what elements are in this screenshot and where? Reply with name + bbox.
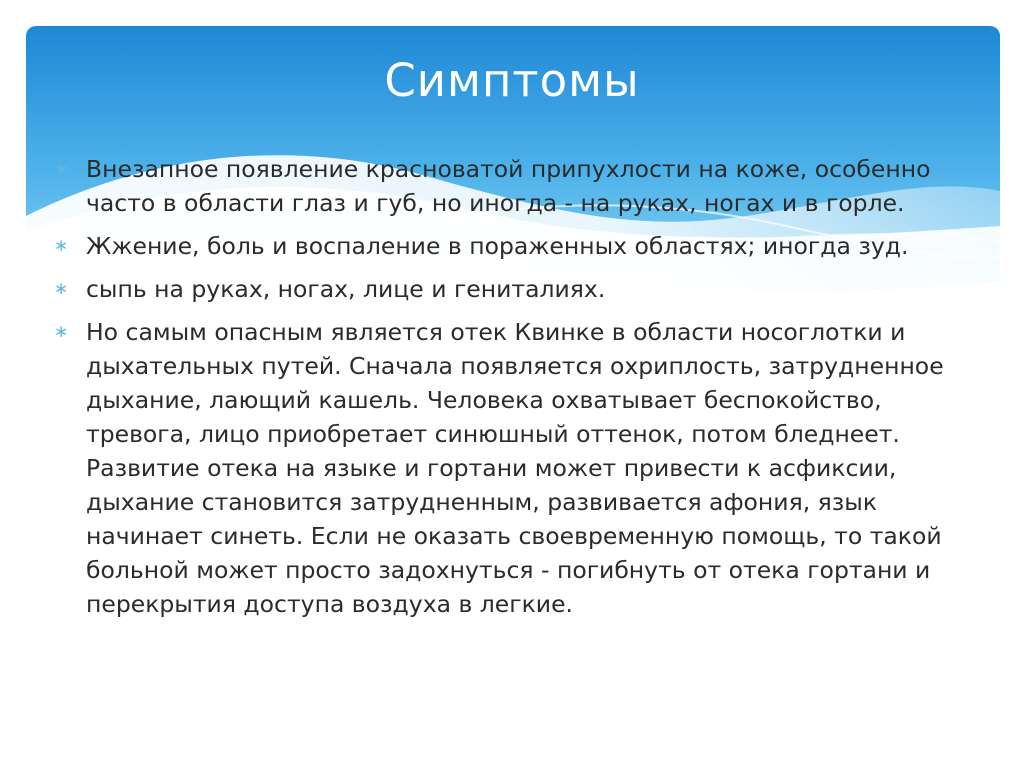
bullet-text: Жжение, боль и воспаление в пораженных областях; иногда зуд.: [86, 232, 909, 260]
bullet-item-4: [54, 315, 984, 621]
asterisk-bullet-icon: ∗: [54, 159, 69, 179]
slide-title: Симптомы: [384, 54, 640, 107]
bullet-item-1: [54, 152, 984, 220]
bullet-text: сыпь на руках, ногах, лице и гениталиях.: [86, 275, 606, 303]
asterisk-bullet-icon: ∗: [54, 279, 69, 299]
bullet-item-2: [54, 229, 984, 263]
bullet-list: [54, 152, 984, 630]
asterisk-bullet-icon: ∗: [54, 236, 69, 256]
bullet-text: Внезапное появление красноватой припухлости на коже, особенно часто в области глаз и губ, но иногда - на руках, ногах и в горле.: [86, 155, 931, 217]
bullet-text: Но самым опасным является отек Квинке в области носоглотки и дыхательных путей. Сначала появляется охриплость, затрудненное дыхание, лающий кашель. Человека охватывает беспокойство, тревога, лицо приобретает синюшный оттенок, потом бледнеет. Развитие отека на языке и гортани может привести к асфиксии, дыхание становится затрудненным, развивается афония, язык начинает синеть. Если не оказать своевременную помощь, то такой больной может просто задохнуться - погибнуть от отека гортани и перекрытия доступа воздуха в легкие.: [86, 318, 944, 618]
asterisk-bullet-icon: ∗: [54, 322, 69, 342]
bullet-item-3: [54, 272, 984, 306]
